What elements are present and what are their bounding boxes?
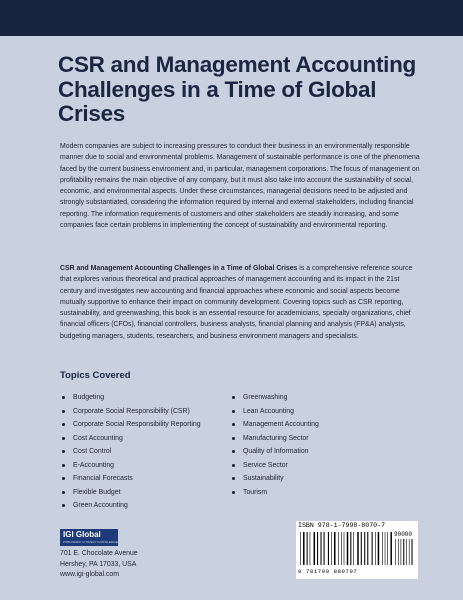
barcode-bar: [390, 532, 392, 565]
bullet-icon: [232, 477, 235, 480]
description-paragraph-1: Modern companies are subject to increasing pressures to conduct their business in an environmentally responsible manner due to social and environmental problems. Management of sustainable performance is one of the phenomena faced by the current business environment and, in particular, management corporations. The focus of management on profitability remains the main objective of any company, but it must also take into account the sustainability of social, economic, and environmental aspects. Under these circumstances, managerial decisions need to be adjusted and strongly substantiated, considering the information required by internal and external stakeholders, including financial reporting. The information requirements of customers and other stakeholders are steadily increasing, and some companies face certain problems in implementing the concept of sustainability and environmental reporting.: [60, 143, 420, 230]
barcode-bar: [331, 532, 332, 565]
barcode-bar: [324, 532, 325, 565]
barcode-bar: [353, 532, 354, 565]
barcode-bar: [378, 532, 380, 565]
barcode-bar: [307, 532, 308, 565]
address-street: 701 E. Chocolate Avenue: [60, 550, 138, 557]
barcode-bar: [401, 539, 402, 565]
bullet-icon: [232, 396, 235, 399]
topic-item: Cost Control: [62, 445, 201, 459]
publisher-logo: [60, 529, 118, 546]
barcode-bar: [361, 532, 362, 565]
bullet-icon: [232, 410, 235, 413]
bullet-icon: [62, 437, 65, 440]
topic-item: Manufacturing Sector: [232, 432, 319, 446]
publisher-website: www.igi-global.com: [60, 571, 119, 578]
topic-item: Green Accounting: [62, 499, 201, 513]
barcode-bar: [347, 532, 349, 565]
top-band: [0, 0, 463, 36]
barcode-bar: [328, 532, 329, 565]
barcode-bar: [344, 532, 345, 565]
barcode-supplement-bars: [395, 539, 415, 565]
barcode-bar: [367, 532, 368, 565]
barcode-bar: [387, 532, 388, 565]
bullet-icon: [62, 423, 65, 426]
topic-item: Budgeting: [62, 391, 201, 405]
bullet-icon: [232, 464, 235, 467]
barcode-bar: [303, 532, 305, 565]
barcode-bar: [300, 532, 301, 565]
topic-item: Financial Forecasts: [62, 472, 201, 486]
barcode-bar: [338, 532, 339, 565]
barcode-bar: [403, 539, 404, 565]
barcode-bar: [310, 532, 311, 565]
topic-item: Greenwashing: [232, 391, 319, 405]
barcode-bar: [357, 532, 359, 565]
topic-item: Flexible Budget: [62, 486, 201, 500]
topic-item: Quality of Information: [232, 445, 319, 459]
topic-item: Sustainability: [232, 472, 319, 486]
publisher-logo-text: IGI Global: [63, 530, 101, 539]
barcode-bar: [406, 539, 407, 565]
description-book-title: CSR and Management Accounting Challenges in a Time of Global Crises: [60, 265, 298, 272]
topics-heading: Topics Covered: [60, 370, 131, 381]
barcode-bar: [385, 532, 386, 565]
bullet-icon: [62, 464, 65, 467]
isbn-barcode: [296, 521, 418, 579]
barcode-bar: [372, 532, 373, 565]
barcode-bar: [395, 539, 396, 565]
barcode-bar: [364, 532, 365, 565]
topic-item: Service Sector: [232, 459, 319, 473]
bullet-icon: [232, 423, 235, 426]
description-paragraph-2: [60, 263, 422, 342]
barcode-digits: 9 781799 880707: [298, 568, 358, 575]
topic-item: E-Accounting: [62, 459, 201, 473]
topic-item: Corporate Social Responsibility Reporting: [62, 418, 201, 432]
barcode-bar: [314, 532, 316, 565]
barcode-bars: [300, 532, 392, 565]
bullet-icon: [62, 504, 65, 507]
bullet-icon: [232, 437, 235, 440]
bullet-icon: [62, 410, 65, 413]
bullet-icon: [62, 477, 65, 480]
barcode-bar: [375, 532, 376, 565]
barcode-supplement: 90000: [394, 531, 413, 538]
description-paragraph-2-text: is a comprehensive reference source that explores various theoretical and practical approaches of management accounting and its impact in the 21st century and investigates new accounting and financial approaches where economic and social aspects become mutually supportive to enhance their impact on community development. Covering topics such as CSR reporting, sustainability, and greenwashing, this book is an essential resource for academicians, specialty organizations, chief financial officers (CFOs), financial controllers, business analysts, financial planning and analysis (FP&A) analysts, budgeting managers, students, researchers, and business environment managers and specialists.: [60, 265, 413, 340]
barcode-bar: [409, 539, 410, 565]
bullet-icon: [62, 491, 65, 494]
barcode-bar: [350, 532, 351, 565]
barcode-bar: [334, 532, 336, 565]
book-title: CSR and Management Accounting Challenges in a Time of Global Crises: [58, 52, 416, 126]
topics-list-right: [232, 391, 319, 499]
publisher-tagline: PUBLISHER of TIMELY KNOWLEDGE: [63, 540, 118, 544]
bullet-icon: [232, 491, 235, 494]
barcode-bar: [317, 532, 318, 565]
isbn-label: ISBN 978-1-7998-8070-7: [298, 522, 386, 529]
barcode-bar: [412, 539, 413, 565]
barcode-bar: [321, 532, 322, 565]
topics-list-left: [62, 391, 201, 513]
topic-item: Cost Accounting: [62, 432, 201, 446]
barcode-bar: [398, 539, 399, 565]
topic-item: Corporate Social Responsibility (CSR): [62, 405, 201, 419]
barcode-bar: [341, 532, 342, 565]
topic-item: Tourism: [232, 486, 319, 500]
bullet-icon: [232, 450, 235, 453]
topic-item: Lean Accounting: [232, 405, 319, 419]
publisher-address: [60, 549, 138, 581]
address-city: Hershey, PA 17033, USA: [60, 560, 137, 568]
barcode-bar: [382, 532, 383, 565]
bullet-icon: [62, 450, 65, 453]
topic-item: Management Accounting: [232, 418, 319, 432]
bullet-icon: [62, 396, 65, 399]
